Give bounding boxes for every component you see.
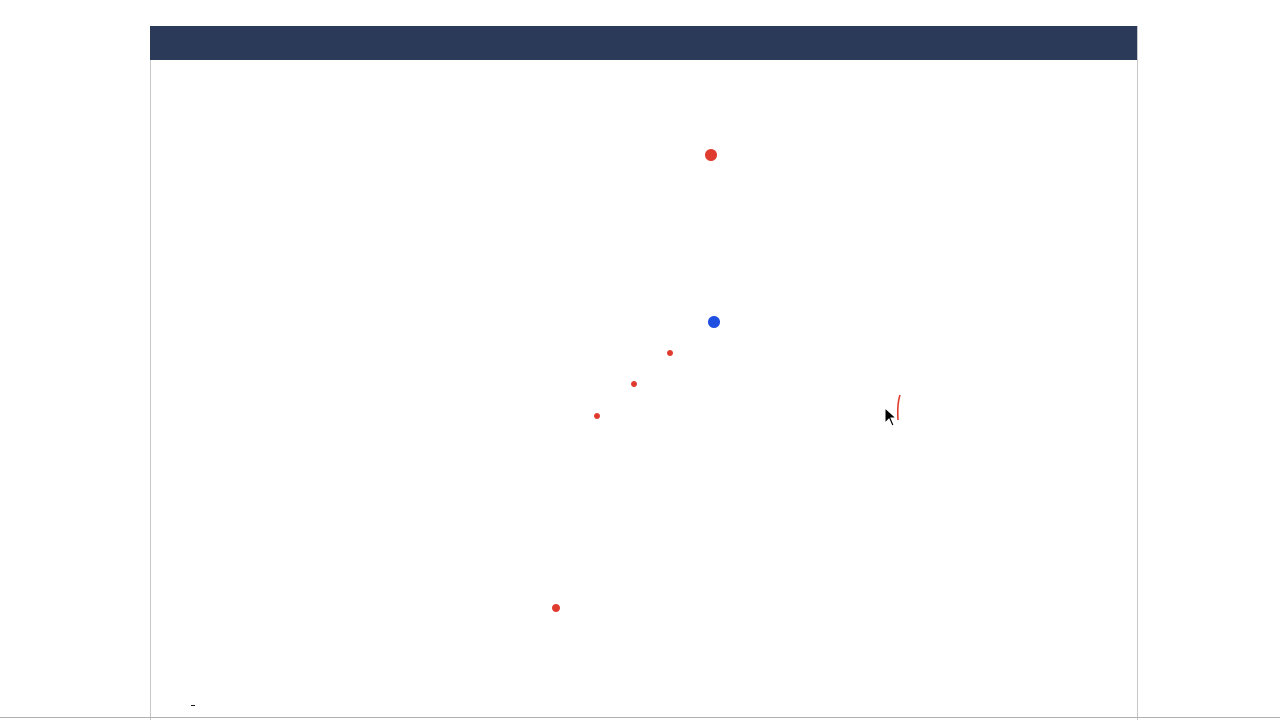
solution-line-3 (191, 694, 195, 714)
frac2-num (193, 705, 195, 706)
g-point-2-2 (708, 316, 720, 328)
f-point-neg-one (594, 413, 600, 419)
f-point-top (705, 149, 717, 161)
fraction-one-fourth-2 (193, 705, 195, 706)
f-point-bottom (552, 604, 560, 612)
bottom-divider (0, 717, 1280, 718)
mouse-cursor-icon (884, 407, 900, 429)
f-point-origin (631, 381, 637, 387)
f-point-one (667, 350, 673, 356)
